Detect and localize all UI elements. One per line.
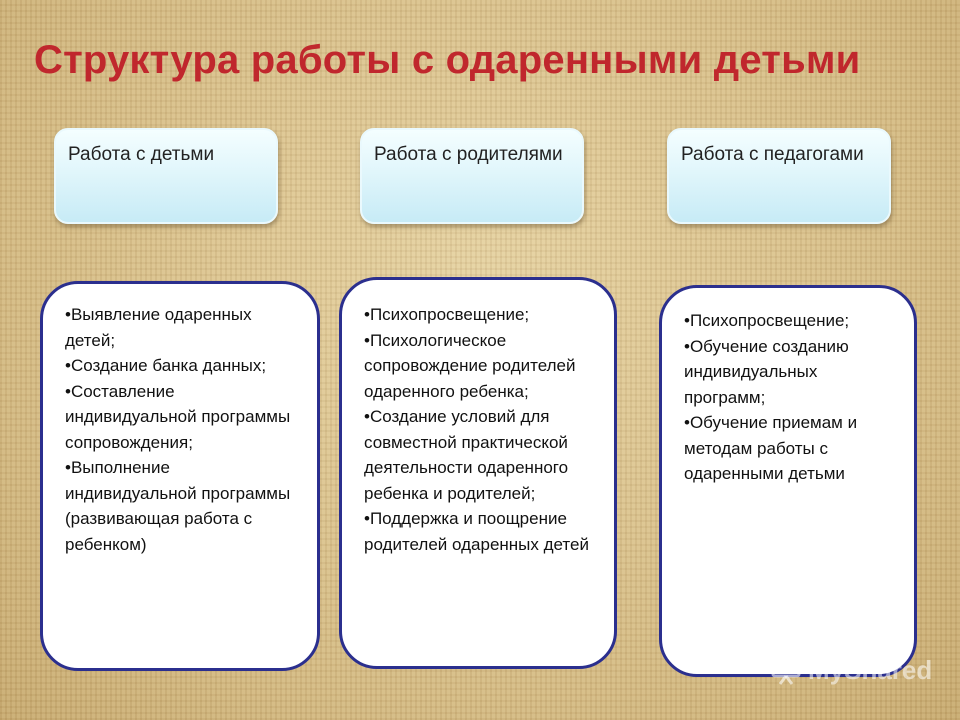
list-children	[65, 302, 293, 557]
list-item: • Создание условий для совместной практической деятельности одаренного ребенка и родителей;	[364, 404, 590, 506]
list-item: • Психопросвещение;	[684, 308, 896, 334]
watermark-text: MyShared	[808, 655, 933, 685]
list-item: • Обучение приемам и методам работы с одаренными детьми	[684, 410, 896, 487]
list-box-teachers	[659, 285, 917, 677]
list-box-children	[40, 281, 320, 671]
presentation-board-icon	[770, 656, 804, 686]
list-box-parents	[339, 277, 617, 669]
list-item: • Составление индивидуальной программы сопровождения;	[65, 379, 293, 456]
list-parents	[364, 302, 590, 557]
list-item: • Выявление одаренных детей;	[65, 302, 293, 353]
list-item: • Создание банка данных;	[65, 353, 293, 379]
list-item: • Психопросвещение;	[364, 302, 590, 328]
header-work-with-parents: Работа с родителями	[360, 128, 584, 224]
list-teachers	[684, 308, 896, 487]
list-item: • Поддержка и поощрение родителей одаренных детей	[364, 506, 590, 557]
watermark	[770, 655, 932, 686]
header-work-with-teachers: Работа с педагогами	[667, 128, 891, 224]
header-work-with-children: Работа с детьми	[54, 128, 278, 224]
list-item: • Психологическое сопровождение родителей одаренного ребенка;	[364, 328, 590, 405]
slide-title: Структура работы с одаренными детьми	[34, 38, 861, 82]
list-item: • Обучение созданию индивидуальных программ;	[684, 334, 896, 411]
list-item: • Выполнение индивидуальной программы (развивающая работа с ребенком)	[65, 455, 293, 557]
